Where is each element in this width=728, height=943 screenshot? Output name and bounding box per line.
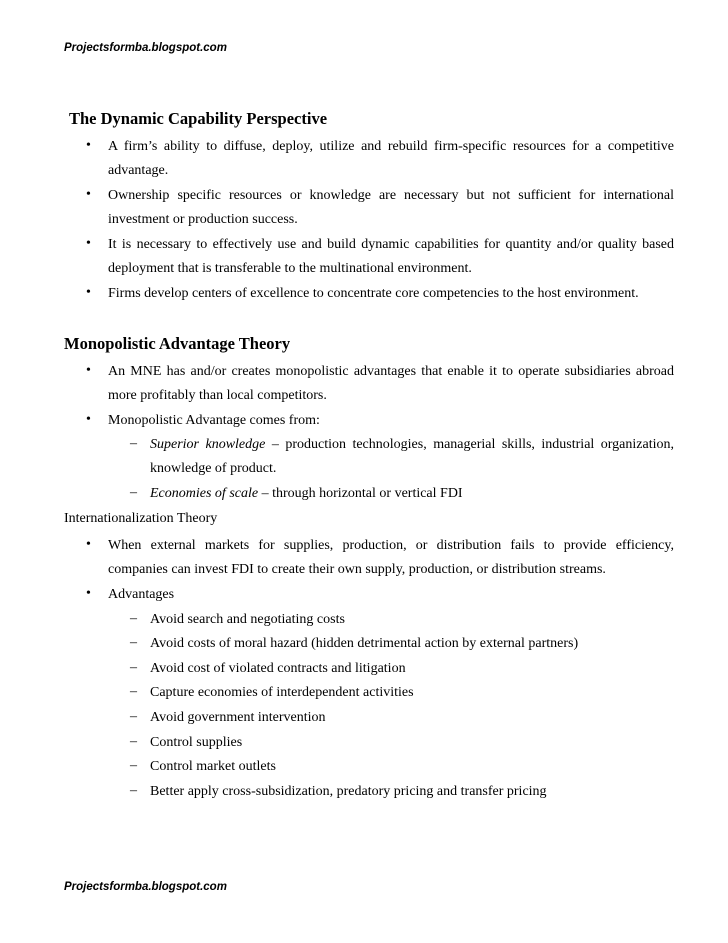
dynamic-bullet-1: A firm’s ability to diffuse, deploy, utilize and rebuild firm-specific resources for a competitive advantage.	[108, 139, 674, 178]
internationalization-bullet-1: When external markets for supplies, production, or distribution fails to provide efficiency, companies can invest FDI to create their own supply, production, or distribution streams.	[108, 538, 674, 577]
dash-marker: –	[130, 783, 137, 798]
superior-knowledge-term: Superior knowledge	[150, 437, 266, 452]
dash-marker: –	[130, 709, 137, 724]
monopolistic-bullet-1: An MNE has and/or creates monopolistic advantages that enable it to operate subsidiaries abroad more profitably than local competitors.	[108, 364, 674, 403]
superior-knowledge-text: – production technologies, managerial skills, industrial organization, knowledge of product.	[150, 437, 674, 476]
bullet-marker: •	[86, 285, 91, 300]
dash-marker: –	[130, 611, 137, 626]
advantage-item: Avoid search and negotiating costs	[150, 612, 345, 627]
dash-marker: –	[130, 758, 137, 773]
advantage-item: Avoid cost of violated contracts and litigation	[150, 661, 406, 676]
dash-marker: –	[130, 684, 137, 699]
bullet-marker: •	[86, 138, 91, 153]
footer-site-name: Projectsformba.blogspot.com	[64, 881, 227, 893]
dash-marker: –	[130, 436, 137, 451]
economies-of-scale-text: – through horizontal or vertical FDI	[258, 486, 463, 501]
bullet-marker: •	[86, 363, 91, 378]
section-title-dynamic-capability: The Dynamic Capability Perspective	[69, 109, 328, 128]
advantage-item: Avoid costs of moral hazard (hidden detrimental action by external partners)	[150, 636, 579, 651]
dynamic-bullet-4: Firms develop centers of excellence to concentrate core competencies to the host environment.	[108, 286, 639, 301]
monopolistic-sub-2	[150, 482, 463, 506]
internationalization-bullet-2: Advantages	[108, 587, 175, 602]
advantage-item: Avoid government intervention	[150, 710, 326, 725]
section-title-internationalization: Internationalization Theory	[64, 511, 218, 526]
dash-marker: –	[130, 485, 137, 500]
dash-marker: –	[130, 635, 137, 650]
monopolistic-bullet-2: Monopolistic Advantage comes from:	[108, 413, 320, 428]
bullet-marker: •	[86, 236, 91, 251]
dash-marker: –	[130, 734, 137, 749]
bullet-marker: •	[86, 412, 91, 427]
economies-of-scale-term: Economies of scale	[150, 486, 259, 501]
bullet-marker: •	[86, 586, 91, 601]
dynamic-bullet-2: Ownership specific resources or knowledge are necessary but not sufficient for international investment or production success.	[108, 188, 674, 227]
monopolistic-sub-1	[150, 433, 674, 481]
dynamic-bullet-3: It is necessary to effectively use and build dynamic capabilities for quantity and/or quality based deployment that is transferable to the multinational environment.	[108, 237, 674, 276]
section-title-monopolistic-advantage: Monopolistic Advantage Theory	[64, 334, 291, 353]
bullet-marker: •	[86, 537, 91, 552]
advantage-item: Better apply cross-subsidization, predatory pricing and transfer pricing	[150, 784, 547, 799]
advantage-item: Control market outlets	[150, 759, 276, 774]
header-site-name: Projectsformba.blogspot.com	[64, 42, 227, 54]
advantage-item: Control supplies	[150, 735, 243, 750]
bullet-marker: •	[86, 187, 91, 202]
dash-marker: –	[130, 660, 137, 675]
advantage-item: Capture economies of interdependent activities	[150, 685, 414, 700]
